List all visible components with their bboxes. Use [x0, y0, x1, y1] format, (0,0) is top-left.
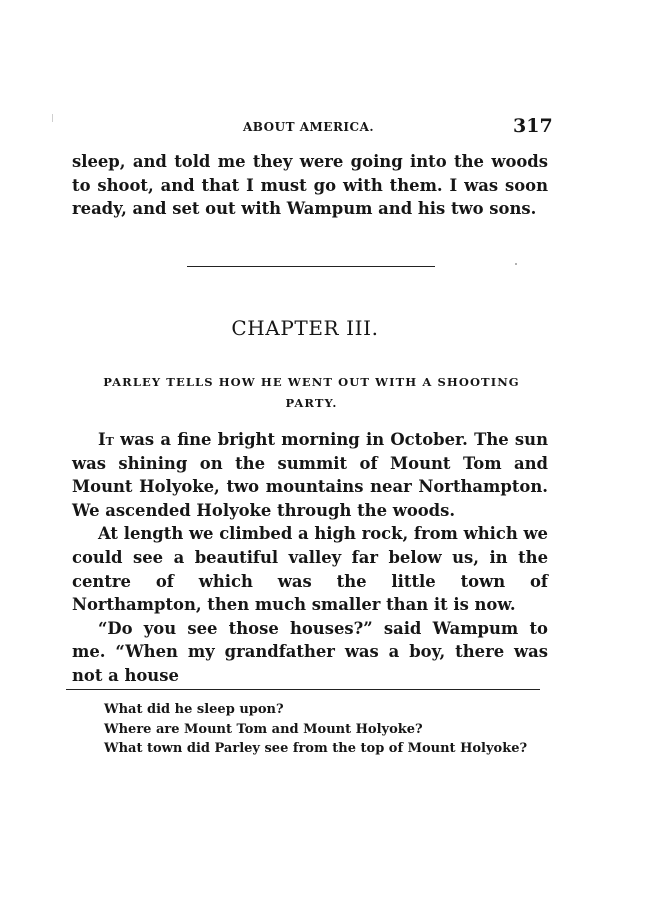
running-head: ABOUT AMERICA.: [243, 120, 375, 134]
paragraph-2: At length we climbed a high rock, from which we could see a beautiful valley far below us, in the centre of which was the little town of Northampton, then much smaller than it is now.: [72, 524, 548, 615]
continuation-paragraph: [72, 150, 548, 221]
paragraph-text: was a fine bright morning in October. The sun was shining on the summit of Mount Tom and Mount Holyoke, two mountains near Northampton. We ascended Holyoke through the woods.: [72, 430, 548, 520]
footnote-rule: [66, 689, 540, 690]
chapter-subtitle-line: PARTY.: [285, 396, 338, 410]
chapter-subtitle-line: PARLEY TELLS HOW HE WENT OUT WITH A SHOOTING: [103, 375, 520, 389]
paragraph-1: [72, 428, 548, 522]
paper-speck: [515, 263, 517, 265]
question-item: What town did Parley see from the top of Mount Holyoke?: [104, 741, 528, 756]
chapter-title: CHAPTER III.: [231, 316, 379, 340]
continuation-text: sleep, and told me they were going into the woods to shoot, and that I must go with them. I was soon ready, and set out with Wampum and his two sons.: [72, 152, 548, 219]
margin-mark: [52, 114, 53, 122]
review-questions: [104, 700, 544, 759]
page-number: 317: [513, 115, 553, 137]
paragraph-lead-word: It: [98, 430, 114, 449]
paragraph-3: “Do you see those houses?” said Wampum to me. “When my grandfather was a boy, there was not a house: [72, 618, 548, 685]
question-item: What did he sleep upon?: [104, 702, 284, 717]
question-item: Where are Mount Tom and Mount Holyoke?: [104, 721, 423, 737]
chapter-subtitle: [80, 372, 543, 414]
chapter-divider-rule: [187, 266, 435, 267]
chapter-body: [72, 428, 548, 688]
